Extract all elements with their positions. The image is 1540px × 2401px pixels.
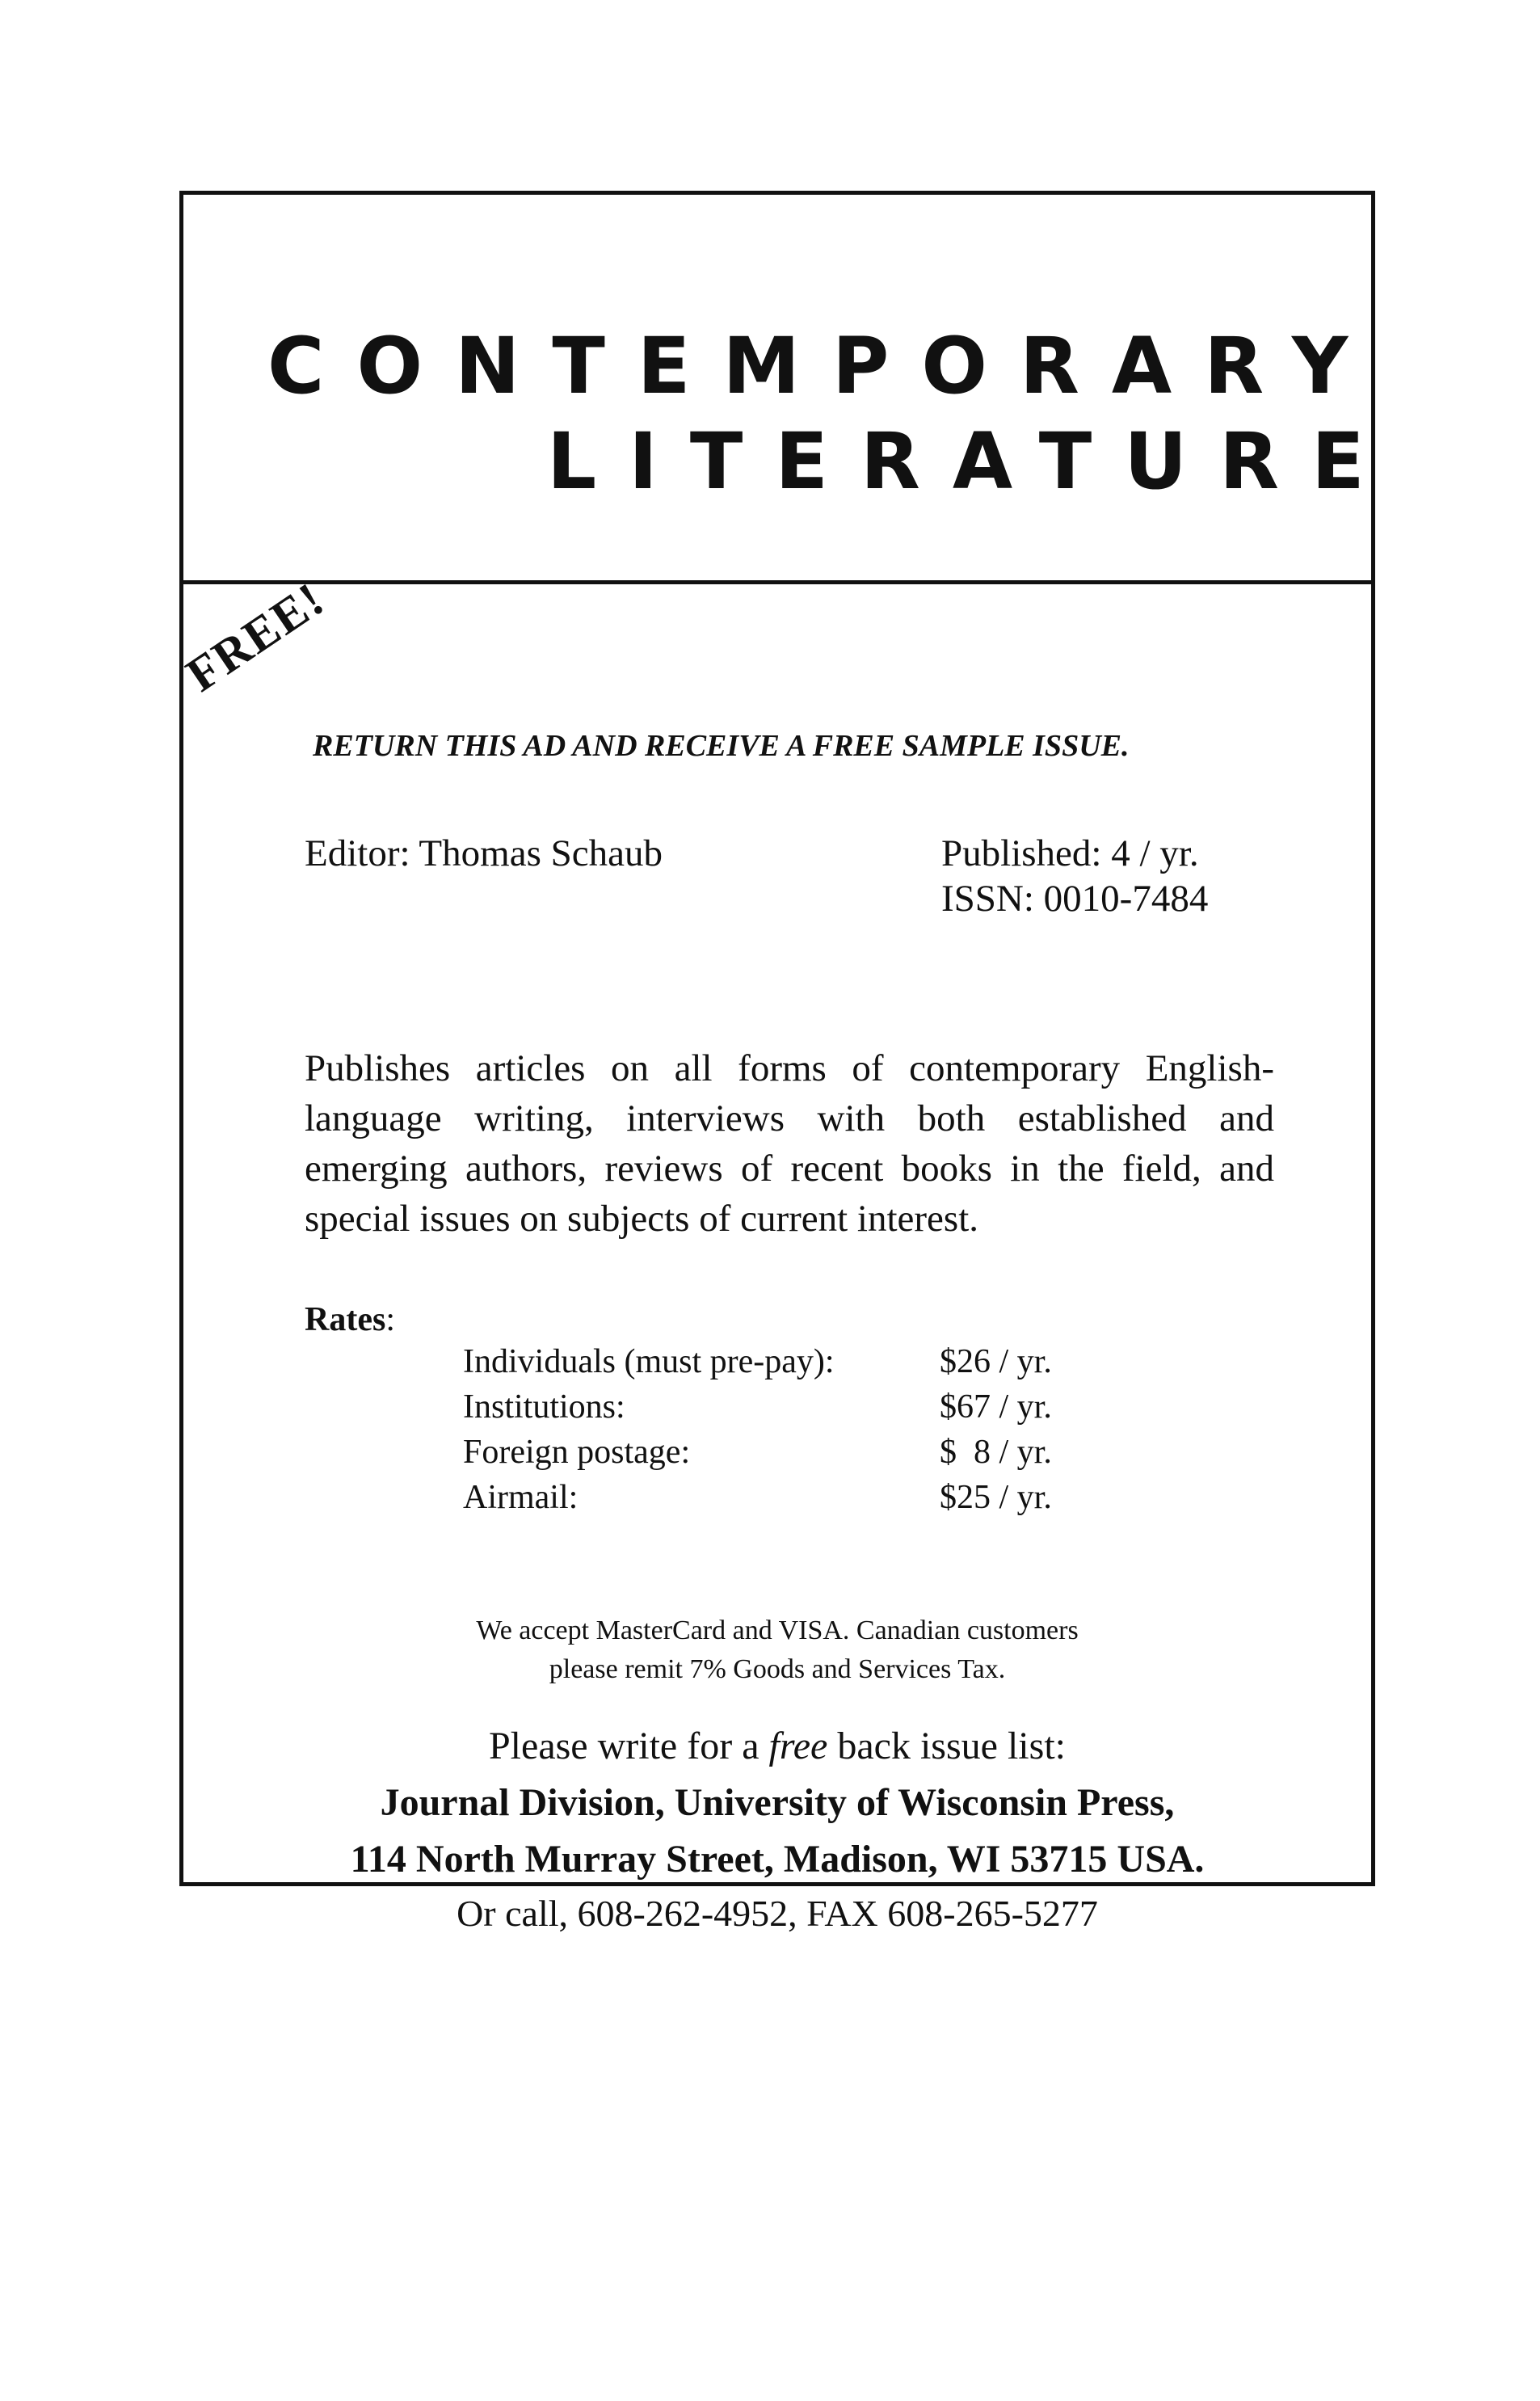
rates-heading: Rates: xyxy=(305,1301,395,1338)
rate-row xyxy=(463,1388,1052,1433)
published-frequency: Published: 4 / yr. xyxy=(941,832,1199,874)
title-box xyxy=(183,195,1397,584)
promo-headline: RETURN THIS AD AND RECEIVE A FREE SAMPLE ISSUE. xyxy=(313,729,1130,763)
rate-price: $25 / yr. xyxy=(940,1479,1052,1516)
rate-price: $26 / yr. xyxy=(940,1343,1052,1380)
issn-line: ISSN: 0010-7484 xyxy=(941,878,1209,920)
contact-request-end: back issue list: xyxy=(827,1725,1066,1767)
journal-title-line-2: LITERATURE xyxy=(547,416,1397,507)
rates-heading-label: Rates xyxy=(305,1301,386,1338)
publisher-address: 114 North Murray Street, Madison, WI 53715 USA. xyxy=(350,1838,1205,1881)
contact-request-start: Please write for a xyxy=(488,1725,769,1767)
payment-note-line-2: please remit 7% Goods and Services Tax. xyxy=(549,1654,1006,1684)
rate-row xyxy=(463,1478,1052,1523)
rate-label: Airmail: xyxy=(463,1479,579,1516)
payment-note-line-1: We accept MasterCard and VISA. Canadian customers xyxy=(476,1615,1079,1645)
ad-frame xyxy=(176,191,1397,1934)
rate-price: $67 / yr. xyxy=(940,1388,1052,1426)
publisher-name: Journal Division, University of Wisconsin Press, xyxy=(380,1781,1175,1824)
rate-row xyxy=(463,1433,1052,1478)
editor-line: Editor: Thomas Schaub xyxy=(305,832,663,874)
rates-table xyxy=(463,1342,1052,1523)
contact-request-emphasis: free xyxy=(768,1725,828,1767)
rate-label: Institutions: xyxy=(463,1388,625,1426)
phone-fax-line: Or call, 608-262-4952, FAX 608-265-5277 xyxy=(457,1893,1098,1934)
free-stamp: FREE! xyxy=(176,571,335,702)
rate-price: $ 8 / yr. xyxy=(940,1434,1052,1471)
journal-title-line-1: CONTEMPORARY xyxy=(267,321,1381,411)
rate-label: Individuals (must pre-pay): xyxy=(463,1343,835,1380)
rate-row xyxy=(463,1342,1052,1388)
rate-label: Foreign postage: xyxy=(463,1434,691,1471)
contact-request-line xyxy=(183,1724,1371,1768)
journal-description: Publishes articles on all forms of contemporary English-language writing, interviews with both established and emerging authors, reviews of recent books in the field, and special issues on subjects of current interest. xyxy=(305,1047,1274,1240)
